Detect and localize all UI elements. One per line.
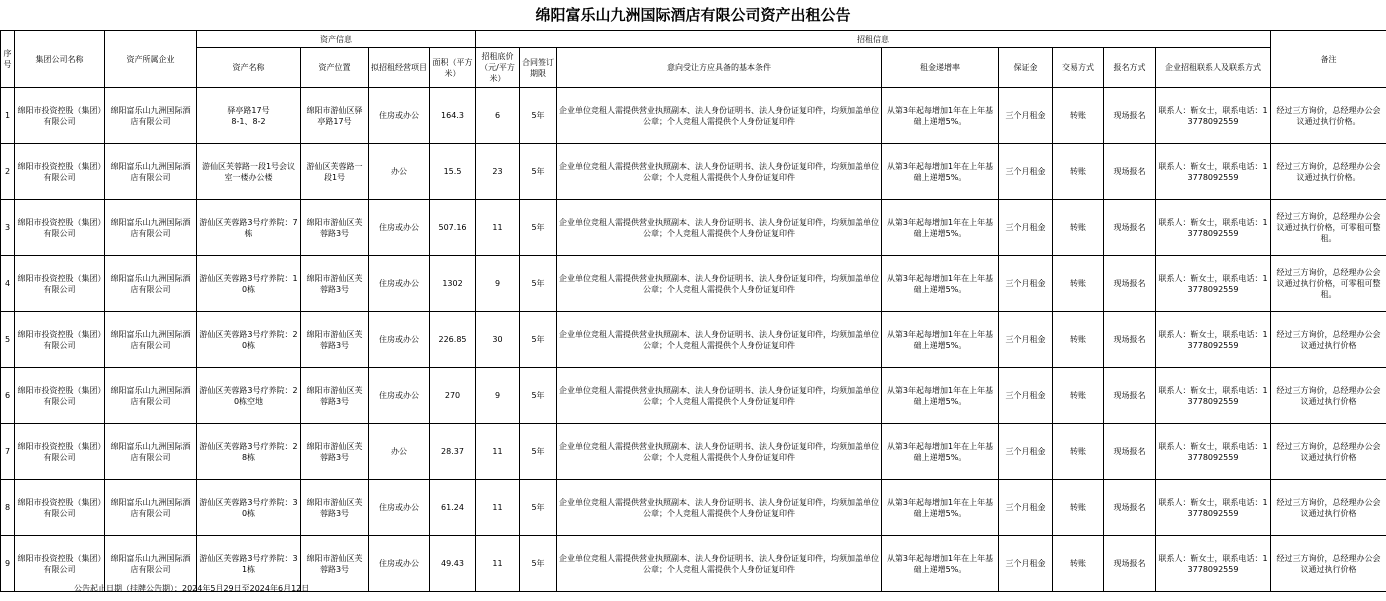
cell-price: 11 [476,536,520,592]
header-increase: 租金递增率 [882,48,999,88]
cell-conditions: 企业单位竞租人需提供营业执照副本、法人身份证明书、法人身份证复印件，均须加盖单位公章；个人竞租人需提供个人身份证复印件 [557,368,882,424]
cell-owner: 绵阳富乐山九洲国际酒店有限公司 [105,424,197,480]
cell-conditions: 企业单位竞租人需提供营业执照副本、法人身份证明书、法人身份证复印件，均须加盖单位公章；个人竞租人需提供个人身份证复印件 [557,256,882,312]
cell-conditions: 企业单位竞租人需提供营业执照副本、法人身份证明书、法人身份证复印件，均须加盖单位公章；个人竞租人需提供个人身份证复印件 [557,312,882,368]
cell-term: 5年 [520,88,557,144]
cell-price: 30 [476,312,520,368]
table-row [1,424,1386,480]
table-row [1,368,1386,424]
header-deposit: 保证金 [999,48,1053,88]
cell-increase: 从第3年起每增加1年在上年基础上递增5%。 [882,144,999,200]
cell-conditions: 企业单位竞租人需提供营业执照副本、法人身份证明书、法人身份证复印件，均须加盖单位公章；个人竞租人需提供个人身份证复印件 [557,88,882,144]
cell-term: 5年 [520,480,557,536]
cell-group-company: 绵阳市投资控股（集团）有限公司 [15,88,105,144]
cell-price: 23 [476,144,520,200]
cell-use: 住房或办公 [369,368,430,424]
cell-seq: 7 [1,424,15,480]
cell-owner: 绵阳富乐山九洲国际酒店有限公司 [105,144,197,200]
cell-apply: 现场报名 [1104,536,1156,592]
cell-area: 49.43 [430,536,476,592]
header-group-company: 集团公司名称 [15,31,105,88]
cell-remark: 经过三方询价，总经理办公会议通过执行价格 [1271,536,1386,592]
cell-price: 9 [476,368,520,424]
header-seq: 序号 [1,31,15,88]
cell-term: 5年 [520,368,557,424]
table-row [1,200,1386,256]
cell-asset-name: 游仙区芙蓉路3号疗养院：20栋 [197,312,301,368]
cell-deposit: 三个月租金 [999,144,1053,200]
cell-asset-name: 游仙区芙蓉路3号疗养院：28栋 [197,424,301,480]
cell-group-company: 绵阳市投资控股（集团）有限公司 [15,200,105,256]
cell-group-company: 绵阳市投资控股（集团）有限公司 [15,312,105,368]
cell-contact: 联系人：靳女士，联系电话：13778092559 [1156,144,1271,200]
cell-increase: 从第3年起每增加1年在上年基础上递增5%。 [882,424,999,480]
cell-increase: 从第3年起每增加1年在上年基础上递增5%。 [882,200,999,256]
cell-price: 11 [476,200,520,256]
cell-deposit: 三个月租金 [999,88,1053,144]
cell-remark: 经过三方询价，总经理办公会议通过执行价格。 [1271,88,1386,144]
cell-location: 绵阳市游仙区芙蓉路3号 [301,480,369,536]
cell-use: 住房或办公 [369,536,430,592]
cell-area: 61.24 [430,480,476,536]
cell-area: 28.37 [430,424,476,480]
cell-contact: 联系人：靳女士，联系电话：13778092559 [1156,256,1271,312]
cell-remark: 经过三方询价，总经理办公会议通过执行价格。 [1271,144,1386,200]
cell-deposit: 三个月租金 [999,256,1053,312]
cell-location: 游仙区芙蓉路一段1号 [301,144,369,200]
cell-apply: 现场报名 [1104,368,1156,424]
cell-asset-name: 游仙区芙蓉路3号疗养院：20栋空地 [197,368,301,424]
cell-use: 住房或办公 [369,200,430,256]
cell-increase: 从第3年起每增加1年在上年基础上递增5%。 [882,480,999,536]
cell-conditions: 企业单位竞租人需提供营业执照副本、法人身份证明书、法人身份证复印件，均须加盖单位公章；个人竞租人需提供个人身份证复印件 [557,536,882,592]
cell-trade: 转账 [1053,88,1104,144]
cell-group-company: 绵阳市投资控股（集团）有限公司 [15,536,105,592]
cell-contact: 联系人：靳女士，联系电话：13778092559 [1156,424,1271,480]
cell-remark: 经过三方询价，总经理办公会议通过执行价格 [1271,368,1386,424]
cell-term: 5年 [520,536,557,592]
cell-contact: 联系人：靳女士，联系电话：13778092559 [1156,312,1271,368]
cell-apply: 现场报名 [1104,312,1156,368]
cell-seq: 8 [1,480,15,536]
header-remark: 备注 [1271,31,1386,88]
cell-conditions: 企业单位竞租人需提供营业执照副本、法人身份证明书、法人身份证复印件，均须加盖单位公章；个人竞租人需提供个人身份证复印件 [557,200,882,256]
cell-use: 办公 [369,144,430,200]
cell-location: 绵阳市游仙区驿亭路17号 [301,88,369,144]
cell-remark: 经过三方询价，总经理办公会议通过执行价格 [1271,312,1386,368]
cell-apply: 现场报名 [1104,200,1156,256]
table-row [1,144,1386,200]
cell-location: 绵阳市游仙区芙蓉路3号 [301,536,369,592]
header-area: 面积（平方米） [430,48,476,88]
cell-use: 住房或办公 [369,312,430,368]
cell-group-company: 绵阳市投资控股（集团）有限公司 [15,144,105,200]
cell-contact: 联系人：靳女士，联系电话：13778092559 [1156,88,1271,144]
cell-area: 507.16 [430,200,476,256]
cell-location: 绵阳市游仙区芙蓉路3号 [301,312,369,368]
cell-deposit: 三个月租金 [999,536,1053,592]
cell-contact: 联系人：靳女士，联系电话：13778092559 [1156,480,1271,536]
announcement-period: 公告起止日期（挂牌公告期）：2024年5月29日至2024年6月12日 [74,584,310,593]
cell-area: 15.5 [430,144,476,200]
cell-group-company: 绵阳市投资控股（集团）有限公司 [15,368,105,424]
cell-term: 5年 [520,312,557,368]
cell-use: 住房或办公 [369,480,430,536]
cell-term: 5年 [520,200,557,256]
cell-trade: 转账 [1053,256,1104,312]
asset-rental-table [0,30,1386,592]
cell-area: 270 [430,368,476,424]
cell-trade: 转账 [1053,424,1104,480]
cell-price: 11 [476,480,520,536]
cell-area: 164.3 [430,88,476,144]
cell-remark: 经过三方询价，总经理办公会议通过执行价格 [1271,480,1386,536]
cell-asset-name: 游仙区芙蓉路一段1号会议室一楼办公楼 [197,144,301,200]
cell-increase: 从第3年起每增加1年在上年基础上递增5%。 [882,256,999,312]
header-use: 拟招租经营项目 [369,48,430,88]
cell-location: 绵阳市游仙区芙蓉路3号 [301,424,369,480]
cell-remark: 经过三方询价，总经理办公会议通过执行价格，可零租可整租。 [1271,200,1386,256]
header-price: 招租底价（元/平方米） [476,48,520,88]
cell-apply: 现场报名 [1104,424,1156,480]
cell-contact: 联系人：靳女士，联系电话：13778092559 [1156,536,1271,592]
cell-location: 绵阳市游仙区芙蓉路3号 [301,368,369,424]
cell-remark: 经过三方询价，总经理办公会议通过执行价格，可零租可整租。 [1271,256,1386,312]
cell-owner: 绵阳富乐山九洲国际酒店有限公司 [105,256,197,312]
cell-increase: 从第3年起每增加1年在上年基础上递增5%。 [882,368,999,424]
cell-trade: 转账 [1053,536,1104,592]
cell-trade: 转账 [1053,144,1104,200]
table-row [1,480,1386,536]
cell-deposit: 三个月租金 [999,480,1053,536]
table-row [1,256,1386,312]
table-row [1,88,1386,144]
cell-owner: 绵阳富乐山九洲国际酒店有限公司 [105,312,197,368]
cell-owner: 绵阳富乐山九洲国际酒店有限公司 [105,480,197,536]
cell-group-company: 绵阳市投资控股（集团）有限公司 [15,256,105,312]
cell-contact: 联系人：靳女士，联系电话：13778092559 [1156,200,1271,256]
cell-trade: 转账 [1053,480,1104,536]
cell-location: 绵阳市游仙区芙蓉路3号 [301,256,369,312]
cell-seq: 1 [1,88,15,144]
cell-conditions: 企业单位竞租人需提供营业执照副本、法人身份证明书、法人身份证复印件，均须加盖单位公章；个人竞租人需提供个人身份证复印件 [557,144,882,200]
cell-area: 226.85 [430,312,476,368]
header-apply: 报名方式 [1104,48,1156,88]
cell-group-company: 绵阳市投资控股（集团）有限公司 [15,480,105,536]
cell-price: 11 [476,424,520,480]
header-term: 合同签订期限 [520,48,557,88]
cell-asset-name: 游仙区芙蓉路3号疗养院：30栋 [197,480,301,536]
cell-asset-name: 游仙区芙蓉路3号疗养院：31栋 [197,536,301,592]
cell-trade: 转账 [1053,368,1104,424]
cell-price: 9 [476,256,520,312]
cell-deposit: 三个月租金 [999,424,1053,480]
cell-use: 办公 [369,424,430,480]
cell-use: 住房或办公 [369,88,430,144]
cell-owner: 绵阳富乐山九洲国际酒店有限公司 [105,368,197,424]
page-title: 绵阳富乐山九洲国际酒店有限公司资产出租公告 [535,6,851,24]
cell-seq: 5 [1,312,15,368]
cell-owner: 绵阳富乐山九洲国际酒店有限公司 [105,536,197,592]
cell-term: 5年 [520,144,557,200]
cell-seq: 3 [1,200,15,256]
cell-deposit: 三个月租金 [999,312,1053,368]
cell-conditions: 企业单位竞租人需提供营业执照副本、法人身份证明书、法人身份证复印件，均须加盖单位公章；个人竞租人需提供个人身份证复印件 [557,480,882,536]
cell-seq: 6 [1,368,15,424]
cell-area: 1302 [430,256,476,312]
cell-deposit: 三个月租金 [999,368,1053,424]
cell-asset-name: 游仙区芙蓉路3号疗养院：7栋 [197,200,301,256]
cell-deposit: 三个月租金 [999,200,1053,256]
cell-trade: 转账 [1053,312,1104,368]
cell-trade: 转账 [1053,200,1104,256]
header-group-asset-info: 资产信息 [197,31,476,48]
cell-asset-name: 驿亭路17号 8-1、8-2 [197,88,301,144]
header-conditions: 意向受让方应具备的基本条件 [557,48,882,88]
cell-apply: 现场报名 [1104,256,1156,312]
cell-term: 5年 [520,256,557,312]
header-trade: 交易方式 [1053,48,1104,88]
header-asset-name: 资产名称 [197,48,301,88]
header-owner: 资产所属企业 [105,31,197,88]
cell-seq: 2 [1,144,15,200]
cell-conditions: 企业单位竞租人需提供营业执照副本、法人身份证明书、法人身份证复印件，均须加盖单位公章；个人竞租人需提供个人身份证复印件 [557,424,882,480]
cell-apply: 现场报名 [1104,88,1156,144]
cell-term: 5年 [520,424,557,480]
cell-increase: 从第3年起每增加1年在上年基础上递增5%。 [882,536,999,592]
table-row [1,312,1386,368]
cell-contact: 联系人：靳女士，联系电话：13778092559 [1156,368,1271,424]
cell-asset-name: 游仙区芙蓉路3号疗养院：10栋 [197,256,301,312]
cell-price: 6 [476,88,520,144]
cell-seq: 4 [1,256,15,312]
cell-apply: 现场报名 [1104,480,1156,536]
cell-remark: 经过三方询价，总经理办公会议通过执行价格 [1271,424,1386,480]
cell-apply: 现场报名 [1104,144,1156,200]
cell-group-company: 绵阳市投资控股（集团）有限公司 [15,424,105,480]
cell-seq: 9 [1,536,15,592]
cell-increase: 从第3年起每增加1年在上年基础上递增5%。 [882,88,999,144]
header-group-rent-info: 招租信息 [476,31,1271,48]
cell-location: 绵阳市游仙区芙蓉路3号 [301,200,369,256]
cell-owner: 绵阳富乐山九洲国际酒店有限公司 [105,88,197,144]
cell-use: 住房或办公 [369,256,430,312]
header-contact: 企业招租联系人及联系方式 [1156,48,1271,88]
cell-increase: 从第3年起每增加1年在上年基础上递增5%。 [882,312,999,368]
cell-owner: 绵阳富乐山九洲国际酒店有限公司 [105,200,197,256]
header-location: 资产位置 [301,48,369,88]
